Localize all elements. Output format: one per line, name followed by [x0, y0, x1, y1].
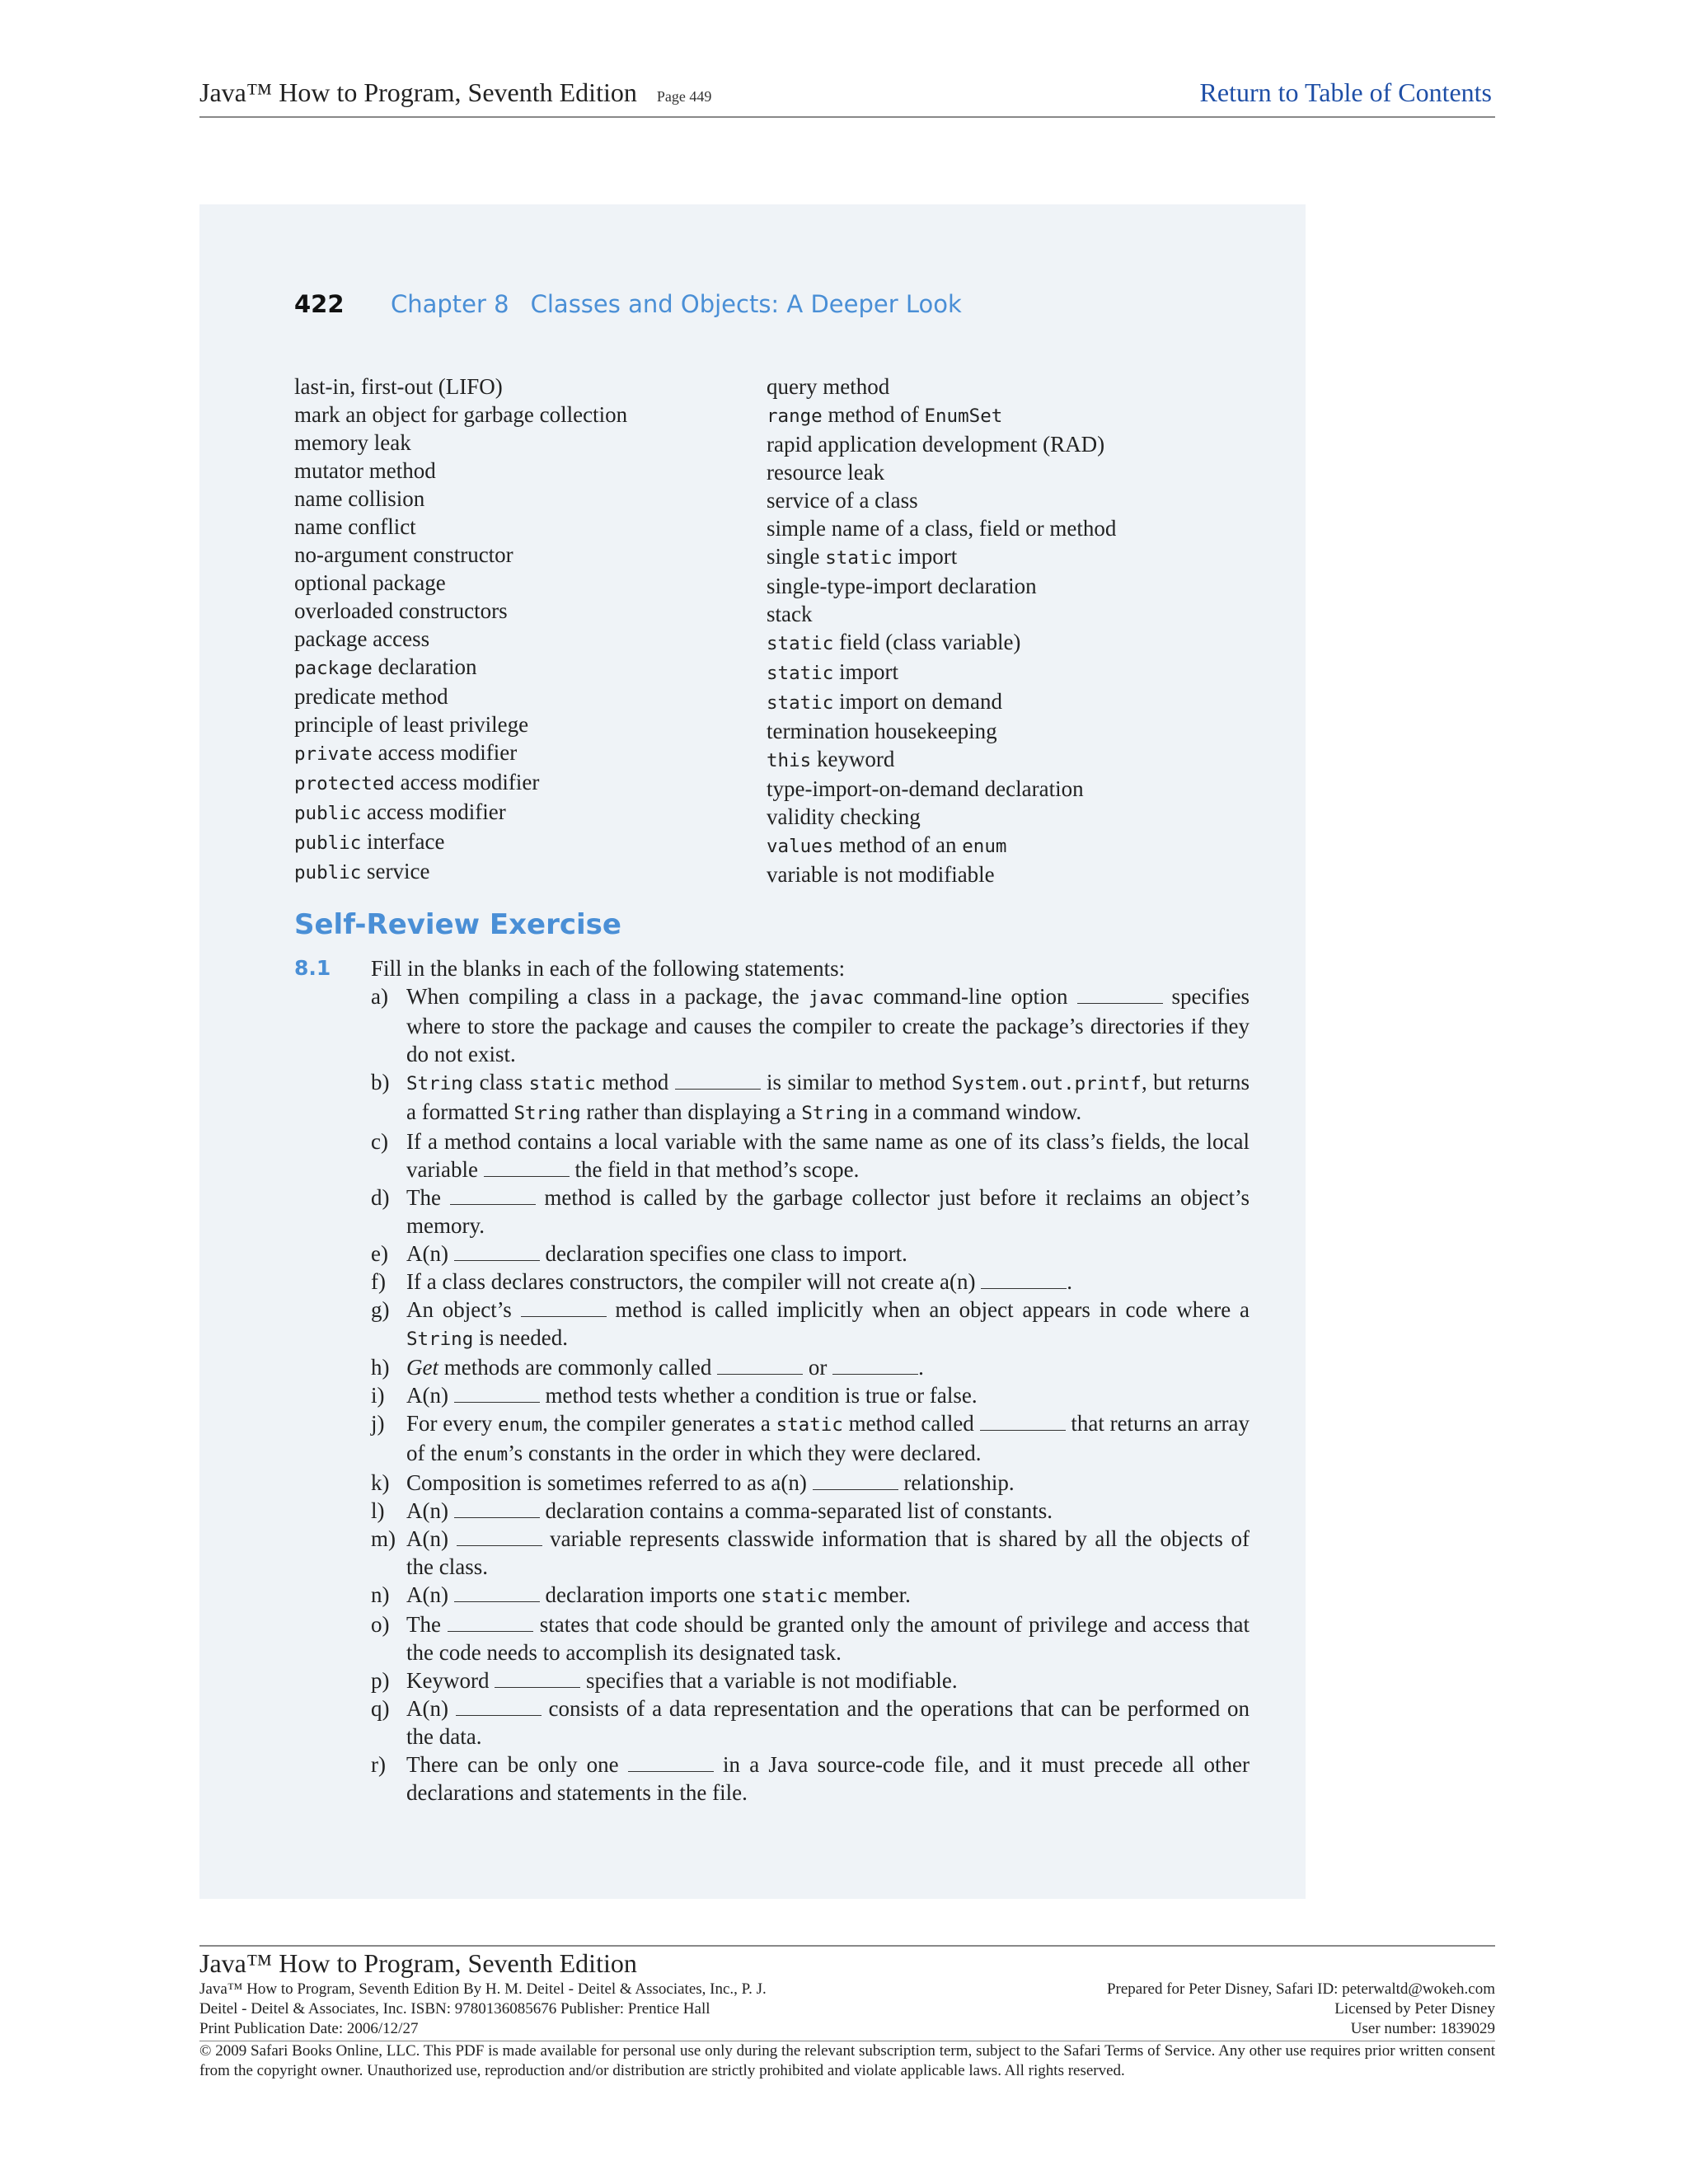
text-run: access modifier — [361, 799, 506, 824]
code-text: static — [761, 1586, 828, 1607]
text-run: method called — [842, 1411, 980, 1436]
code-text: package — [294, 658, 373, 679]
text-run: import — [833, 659, 899, 684]
code-text: enum — [497, 1414, 543, 1436]
fill-in-blank — [454, 1242, 540, 1261]
text-run: member. — [828, 1582, 911, 1607]
index-term — [767, 775, 1116, 803]
fill-in-blank — [457, 1527, 542, 1546]
chapter-heading — [391, 290, 962, 318]
page-number: 422 — [294, 290, 345, 318]
code-text: public — [294, 862, 362, 883]
text-run: states that code should be granted only the amount of privilege and access that the code needs to accomplish its designated task. — [406, 1612, 1250, 1665]
text-run: method — [595, 1070, 675, 1094]
text-run: validity checking — [767, 804, 921, 829]
index-term — [294, 401, 627, 429]
index-term — [294, 373, 627, 401]
item-letter: b) — [371, 1070, 390, 1094]
text-run: memory leak — [294, 430, 411, 455]
item-letter: j) — [371, 1411, 385, 1436]
index-term — [294, 738, 627, 768]
index-term — [767, 717, 1116, 745]
text-run: mark an object for garbage collection — [294, 402, 628, 427]
item-letter: k) — [371, 1470, 390, 1495]
footer-publication-info — [199, 1980, 767, 2039]
index-term — [767, 628, 1116, 658]
text-run: resource leak — [767, 460, 885, 485]
fill-in-blank — [448, 1613, 533, 1632]
code-text: javac — [808, 987, 865, 1009]
chapter-label: Chapter 8 — [391, 290, 509, 318]
item-letter: d) — [371, 1185, 390, 1210]
text-run: stack — [767, 602, 813, 626]
code-text: static — [528, 1073, 596, 1094]
text-run: termination housekeeping — [767, 719, 997, 743]
exercise-item — [371, 1750, 1250, 1807]
item-letter: f) — [371, 1269, 386, 1294]
text-run: import — [892, 544, 958, 569]
text-run: A(n) — [406, 1582, 454, 1607]
item-letter: e) — [371, 1241, 388, 1266]
text-run: in a Java source-code file, and it must precede all other declarations and statements in the file. — [406, 1752, 1250, 1805]
fill-in-blank — [454, 1384, 540, 1403]
item-letter: c) — [371, 1129, 388, 1154]
text-run: rather than displaying a — [580, 1099, 802, 1124]
text-run: declaration specifies one class to import. — [539, 1241, 907, 1266]
text-run: is similar to method — [760, 1070, 952, 1094]
fill-in-blank — [675, 1071, 761, 1090]
code-text: public — [294, 832, 362, 854]
terminology-column-right — [767, 373, 1116, 888]
item-letter: g) — [371, 1297, 390, 1322]
text-run: name collision — [294, 486, 425, 511]
header-divider — [199, 116, 1495, 118]
text-run: single — [767, 544, 826, 569]
text-run: A(n) — [406, 1498, 454, 1523]
index-term — [767, 687, 1116, 717]
exercise-item — [371, 1068, 1250, 1127]
text-run: method of an — [833, 832, 963, 857]
item-letter: p) — [371, 1668, 390, 1693]
code-text: String — [513, 1103, 581, 1124]
text-run: , the compiler generates a — [542, 1411, 776, 1436]
fill-in-blank — [717, 1356, 803, 1375]
fill-in-blank — [813, 1471, 898, 1490]
exercise-item — [371, 1525, 1250, 1581]
text-run: declaration contains a comma-separated list of constants. — [539, 1498, 1053, 1523]
text-run: A(n) — [406, 1696, 456, 1721]
index-term — [767, 401, 1116, 430]
item-letter: h) — [371, 1355, 390, 1380]
code-text: static — [825, 547, 893, 569]
text-run: query method — [767, 374, 890, 399]
book-page — [199, 204, 1306, 1899]
index-term — [767, 486, 1116, 514]
index-term — [294, 768, 627, 798]
text-run: last-in, first-out (LIFO) — [294, 374, 503, 399]
item-letter: l) — [371, 1498, 385, 1523]
text-run: specifies where to store the package and causes the compiler to create the package’s directories if they do not exist. — [406, 984, 1250, 1066]
text-run: . — [918, 1355, 924, 1380]
text-run: the field in that method’s scope. — [569, 1157, 860, 1182]
text-run: access modifier — [394, 770, 540, 794]
index-term — [294, 857, 627, 887]
exercise-item — [371, 1268, 1250, 1296]
text-run: interface — [361, 829, 445, 854]
exercise-item — [371, 982, 1250, 1068]
code-text: public — [294, 803, 362, 824]
text-run: method of — [822, 402, 925, 427]
text-run: methods are commonly called — [438, 1355, 718, 1380]
index-term — [294, 625, 627, 653]
index-term — [294, 710, 627, 738]
fill-in-blank — [454, 1499, 540, 1518]
fill-in-blank — [484, 1158, 570, 1177]
text-run: The — [406, 1185, 450, 1210]
text-run: package access — [294, 626, 430, 651]
item-letter: m) — [371, 1526, 396, 1551]
index-term — [767, 572, 1116, 600]
text-run: variable represents classwide information that is shared by all the objects of the class. — [406, 1526, 1250, 1579]
text-run: class — [473, 1070, 529, 1094]
index-term — [294, 597, 627, 625]
index-term — [294, 653, 627, 682]
code-text: System.out.printf — [951, 1073, 1142, 1094]
text-run: There can be only one — [406, 1752, 628, 1777]
index-term — [767, 658, 1116, 687]
text-run: single-type-import declaration — [767, 574, 1037, 598]
index-term — [767, 542, 1116, 572]
item-letter: i) — [371, 1383, 385, 1408]
text-run: name conflict — [294, 514, 416, 539]
text-run: declaration — [372, 654, 477, 679]
index-term — [294, 541, 627, 569]
code-text: this — [767, 750, 812, 771]
code-text: values — [767, 836, 834, 857]
text-run: import on demand — [833, 689, 1002, 714]
code-text: static — [767, 663, 834, 684]
footer-right-line: Prepared for Peter Disney, Safari ID: peterwaltd@wokeh.com — [1106, 1980, 1495, 1998]
text-run: ’s constants in the order in which they were declared. — [508, 1441, 982, 1465]
index-term — [294, 827, 627, 857]
exercise-items — [371, 982, 1250, 1807]
exercise-intro: Fill in the blanks in each of the following statements: — [371, 956, 846, 981]
text-run: predicate method — [294, 684, 448, 709]
index-term — [294, 682, 627, 710]
text-run: command-line option — [864, 984, 1077, 1009]
index-term — [767, 458, 1116, 486]
exercise-item — [371, 1666, 1250, 1694]
code-text: static — [767, 633, 834, 654]
text-run: A(n) — [406, 1241, 454, 1266]
text-run: For every — [406, 1411, 498, 1436]
code-text: enum — [962, 836, 1007, 857]
index-term — [767, 430, 1116, 458]
code-text: private — [294, 743, 373, 765]
index-term — [294, 513, 627, 541]
item-letter: o) — [371, 1612, 390, 1637]
code-text: static — [767, 692, 834, 714]
text-run: . — [1067, 1269, 1072, 1294]
text-run: When compiling a class in a package, the — [406, 984, 809, 1009]
index-term — [767, 373, 1116, 401]
text-run: access modifier — [372, 740, 518, 765]
fill-in-blank — [981, 1270, 1067, 1289]
fill-in-blank — [521, 1298, 607, 1317]
code-text: protected — [294, 773, 395, 794]
code-text: EnumSet — [924, 405, 1003, 427]
fill-in-blank — [495, 1669, 580, 1688]
footer-left-line: Print Publication Date: 2006/12/27 — [199, 2020, 419, 2037]
index-term — [294, 798, 627, 827]
item-letter: a) — [371, 984, 388, 1009]
exercise-item — [371, 1381, 1250, 1409]
code-text: String — [801, 1103, 869, 1124]
text-run: method tests whether a condition is true or false. — [539, 1383, 978, 1408]
text-run: field (class variable) — [833, 630, 1021, 654]
code-text: range — [767, 405, 823, 427]
text-run: service of a class — [767, 488, 918, 513]
fill-in-blank — [980, 1412, 1066, 1431]
text-run: , but returns a formatted — [406, 1070, 1250, 1124]
text-run: or — [803, 1355, 833, 1380]
fill-in-blank — [456, 1697, 542, 1716]
text-run: overloaded constructors — [294, 598, 508, 623]
item-letter: q) — [371, 1696, 390, 1721]
exercise-item — [371, 1497, 1250, 1525]
index-term — [767, 860, 1116, 888]
section-heading: Self-Review Exercise — [294, 908, 621, 941]
index-term — [294, 429, 627, 457]
text-run: Composition is sometimes referred to as a(n) — [406, 1470, 813, 1495]
text-run: type-import-on-demand declaration — [767, 776, 1084, 801]
code-text: static — [776, 1414, 843, 1436]
fill-in-blank — [450, 1186, 536, 1205]
exercise-item — [371, 1694, 1250, 1750]
footer-copyright: © 2009 Safari Books Online, LLC. This PDF is made available for personal use only during the relevant subscription term, subject to the Safari Terms of Service. Any other use requires prior written consent from the copyright owner. Unauthorized use, reproduction and/or distribution are strictly prohibited and violate applicable laws. All rights reserved. — [199, 2042, 1495, 2079]
exercise-item — [371, 1183, 1250, 1240]
footer-title: Java™ How to Program, Seventh Edition — [199, 1948, 637, 1978]
text-run: A(n) — [406, 1526, 457, 1551]
text-run: declaration imports one — [539, 1582, 762, 1607]
footer-left-line: Deitel - Deitel & Associates, Inc. ISBN: 9780136085676 Publisher: Prentice Hall — [199, 2000, 710, 2018]
exercise-item — [371, 1240, 1250, 1268]
index-term — [767, 803, 1116, 831]
text-run: consists of a data representation and the operations that can be performed on the data. — [406, 1696, 1250, 1749]
text-run: If a class declares constructors, the compiler will not create a(n) — [406, 1269, 982, 1294]
text-run: method is called by the garbage collector just before it reclaims an object’s memory. — [406, 1185, 1250, 1238]
exercise-item — [371, 1610, 1250, 1666]
text-run: An object’s — [406, 1297, 521, 1322]
text-run: The — [406, 1612, 448, 1637]
index-term — [294, 485, 627, 513]
terminology-column-left — [294, 373, 627, 887]
fill-in-blank — [1077, 985, 1163, 1004]
text-run: that returns an array of the — [406, 1411, 1250, 1465]
text-run: principle of least privilege — [294, 712, 529, 737]
text-run: A(n) — [406, 1383, 454, 1408]
text-run: mutator method — [294, 458, 436, 483]
exercise-item — [371, 1353, 1250, 1381]
header-page-label: Page 449 — [656, 88, 712, 105]
fill-in-blank — [454, 1583, 540, 1602]
index-term — [294, 457, 627, 485]
code-text: String — [406, 1073, 474, 1094]
text-run: is needed. — [473, 1325, 568, 1350]
exercise-number: 8.1 — [294, 956, 331, 980]
text-run: rapid application development (RAD) — [767, 432, 1105, 457]
text-run: optional package — [294, 570, 446, 595]
exercise-item — [371, 1409, 1250, 1469]
chapter-title: Classes and Objects: A Deeper Look — [530, 290, 962, 318]
text-run: variable is not modifiable — [767, 862, 995, 887]
text-run: If a method contains a local variable with the same name as one of its class’s fields, the local variable — [406, 1129, 1250, 1182]
footer-license-info — [1107, 1980, 1495, 2039]
text-run: Get — [406, 1355, 438, 1380]
text-run: no-argument constructor — [294, 542, 513, 567]
exercise-item — [371, 1127, 1250, 1183]
exercise-item — [371, 1469, 1250, 1497]
text-run: keyword — [811, 747, 895, 771]
exercise-item — [371, 1296, 1250, 1353]
text-run: service — [361, 859, 430, 883]
footer-divider-top — [199, 1945, 1495, 1947]
text-run: relationship. — [898, 1470, 1015, 1495]
code-text: enum — [462, 1444, 509, 1465]
index-term — [767, 514, 1116, 542]
return-to-toc-link[interactable]: Return to Table of Contents — [1199, 77, 1492, 107]
exercise-item — [371, 1581, 1250, 1610]
index-term — [767, 745, 1116, 775]
item-letter: n) — [371, 1582, 390, 1607]
footer-left-line: Java™ How to Program, Seventh Edition By H. M. Deitel - Deitel & Associates, Inc., P. J. — [199, 1980, 767, 1998]
index-term — [767, 600, 1116, 628]
text-run: Keyword — [406, 1668, 495, 1693]
text-run: method is called implicitly when an object appears in code where a — [606, 1297, 1250, 1322]
header-title-text: Java™ How to Program, Seventh Edition — [199, 77, 637, 107]
text-run: simple name of a class, field or method — [767, 516, 1117, 541]
fill-in-blank — [628, 1753, 714, 1772]
text-run: specifies that a variable is not modifiable. — [580, 1668, 958, 1693]
code-text: String — [406, 1329, 474, 1350]
item-letter: r) — [371, 1752, 386, 1777]
index-term — [294, 569, 627, 597]
footer-right-line: User number: 1839029 — [1350, 2020, 1495, 2037]
text-run: in a command window. — [868, 1099, 1082, 1124]
footer-right-line: Licensed by Peter Disney — [1334, 2000, 1495, 2018]
header-book-title — [199, 77, 711, 108]
fill-in-blank — [832, 1356, 918, 1375]
index-term — [767, 831, 1116, 860]
